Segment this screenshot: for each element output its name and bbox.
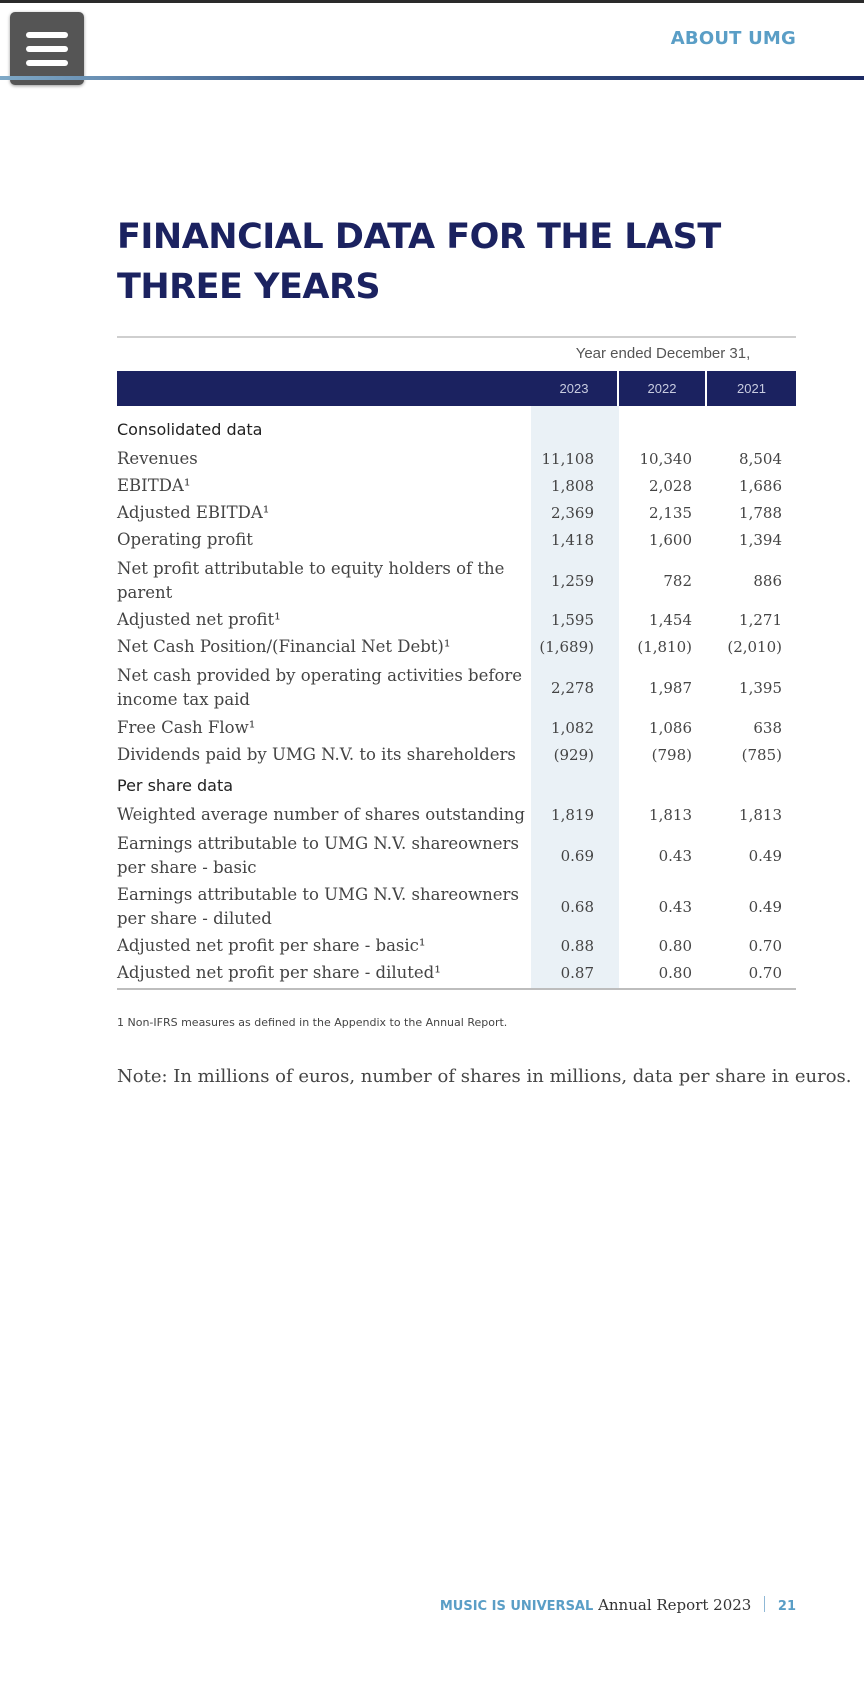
value-2023: 1,595 — [551, 611, 594, 629]
menu-bar-line — [26, 32, 68, 38]
value-2021: 8,504 — [739, 450, 782, 468]
value-2022: 2,135 — [649, 504, 692, 522]
value-2022: 1,987 — [649, 679, 692, 697]
value-2021: 0.49 — [748, 847, 782, 865]
row-label: Operating profit — [117, 530, 253, 549]
value-2022: 10,340 — [639, 450, 692, 468]
value-2022: 0.43 — [658, 898, 692, 916]
value-2023: 0.69 — [560, 847, 594, 865]
value-2021: (2,010) — [727, 638, 782, 656]
value-2021: 1,394 — [739, 531, 782, 549]
value-2022: (798) — [651, 746, 692, 764]
row-label: EBITDA¹ — [117, 476, 191, 495]
value-2023: 2,278 — [551, 679, 594, 697]
value-2021: (785) — [741, 746, 782, 764]
units-note: Note: In millions of euros, number of shares in millions, data per share in euros. — [117, 1066, 852, 1087]
page-footer — [440, 1596, 796, 1614]
row-label: Earnings attributable to UMG N.V. shareowners per share - diluted — [117, 885, 519, 928]
row-label: Weighted average number of shares outstanding — [117, 805, 525, 824]
page-title: FINANCIAL DATA FOR THE LAST THREE YEARS — [117, 217, 721, 307]
section-heading: Per share data — [117, 776, 234, 795]
value-2021: 0.70 — [748, 937, 782, 955]
value-2023: 2,369 — [551, 504, 594, 522]
value-2022: 1,600 — [649, 531, 692, 549]
header-divider — [0, 76, 864, 80]
page-number: 21 — [777, 1599, 796, 1614]
year-header-2022: 2022 — [647, 381, 677, 396]
row-label: Dividends paid by UMG N.V. to its shareholders — [117, 745, 516, 764]
footer-separator — [764, 1596, 765, 1612]
value-2022: 2,028 — [649, 477, 692, 495]
value-2021: 1,686 — [739, 477, 782, 495]
value-2023: 0.87 — [560, 964, 594, 982]
value-2021: 1,395 — [739, 679, 782, 697]
row-label: Adjusted net profit per share - diluted¹ — [117, 963, 441, 982]
value-2022: 1,454 — [649, 611, 692, 629]
footer-brand: MUSIC IS UNIVERSAL — [439, 1599, 594, 1614]
value-2023: 0.68 — [560, 898, 594, 916]
top-strip — [0, 0, 864, 3]
value-2023: 0.88 — [560, 937, 594, 955]
value-2023: 1,259 — [551, 572, 594, 590]
row-label: Revenues — [117, 449, 198, 468]
value-2022: 0.80 — [658, 937, 692, 955]
value-2022: 0.43 — [658, 847, 692, 865]
period-label: Year ended December 31, — [575, 345, 751, 362]
value-2021: 886 — [753, 572, 782, 590]
menu-bar-line — [26, 46, 68, 52]
value-2022: 1,813 — [649, 806, 692, 824]
value-2023: 11,108 — [541, 450, 594, 468]
footer-report-title: Annual Report 2023 — [598, 1596, 752, 1614]
section-header-label: ABOUT UMG — [670, 28, 796, 49]
value-2022: (1,810) — [637, 638, 692, 656]
value-2021: 638 — [753, 719, 782, 737]
value-2021: 1,788 — [739, 504, 782, 522]
value-2023: 1,082 — [551, 719, 594, 737]
section-heading: Consolidated data — [117, 420, 263, 439]
row-label: Adjusted net profit¹ — [117, 610, 281, 629]
value-2023: (1,689) — [539, 638, 594, 656]
row-label: Free Cash Flow¹ — [117, 718, 256, 737]
hamburger-menu-icon[interactable] — [10, 12, 84, 85]
row-label: Net cash provided by operating activities before income tax paid — [117, 666, 523, 709]
value-2022: 1,086 — [649, 719, 692, 737]
row-label: Adjusted net profit per share - basic¹ — [117, 936, 426, 955]
row-label: Net Cash Position/(Financial Net Debt)¹ — [117, 637, 451, 656]
year-header-2021: 2021 — [737, 381, 766, 396]
value-2021: 0.70 — [748, 964, 782, 982]
row-label: Adjusted EBITDA¹ — [117, 503, 270, 522]
value-2023: 1,819 — [551, 806, 594, 824]
row-label: Earnings attributable to UMG N.V. shareowners per share - basic — [117, 834, 519, 877]
value-2023: 1,808 — [551, 477, 594, 495]
year-header-2023: 2023 — [559, 381, 589, 396]
footnote: 1 Non-IFRS measures as defined in the Appendix to the Annual Report. — [117, 1016, 508, 1029]
value-2021: 1,813 — [739, 806, 782, 824]
value-2021: 0.49 — [748, 898, 782, 916]
value-2022: 0.80 — [658, 964, 692, 982]
table-top-rule — [117, 336, 796, 338]
menu-bar-line — [26, 60, 68, 66]
value-2022: 782 — [663, 572, 692, 590]
row-label: Net profit attributable to equity holders of the parent — [117, 559, 505, 602]
value-2021: 1,271 — [739, 611, 782, 629]
table-bottom-rule — [117, 988, 796, 990]
value-2023: (929) — [553, 746, 594, 764]
value-2023: 1,418 — [551, 531, 594, 549]
